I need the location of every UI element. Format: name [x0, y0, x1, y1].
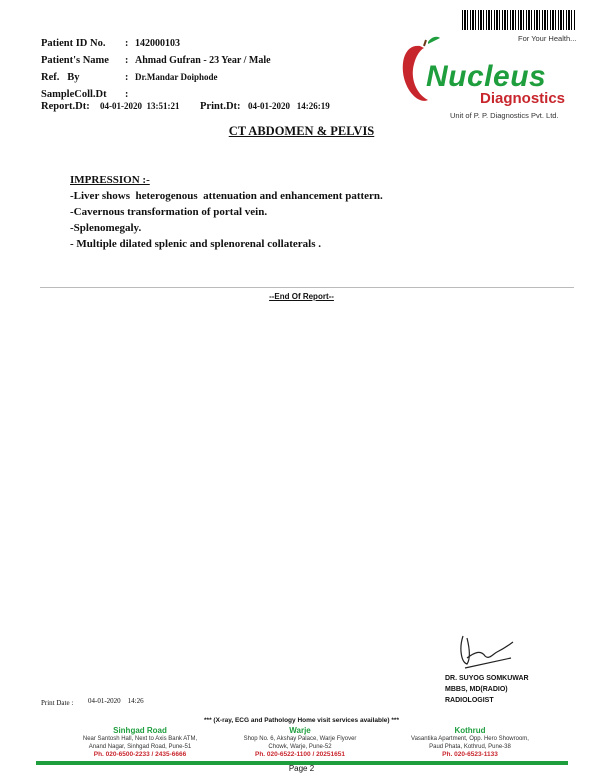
colon: : [125, 89, 129, 100]
logo-sub: Diagnostics [480, 90, 566, 107]
branch-address: Near Santosh Hall, Next to Axis Bank ATM, [82, 736, 198, 742]
doctor-role: RADIOLOGIST [445, 697, 494, 704]
branch-name: Sinhgad Road [113, 726, 167, 735]
barcode [462, 10, 576, 30]
branch-address: Anand Nagar, Sinhgad Road, Pune-51 [88, 744, 192, 750]
print-date-label: Print Date : [41, 699, 74, 707]
branch-phone: Ph. 020-6523-1133 [442, 751, 498, 758]
branch-address: Vasantika Apartment, Opp. Hero Showroom, [411, 736, 529, 742]
colon: : [125, 72, 129, 83]
branch-phone: Ph. 020-6500-2233 / 2435-6666 [93, 751, 187, 758]
print-dt-label: Print.Dt: [200, 101, 241, 112]
ref-by-value: Dr.Mandar Doiphode [135, 72, 218, 82]
doctor-degree: MBBS, MD(RADIO) [445, 686, 508, 693]
patient-id-label: Patient ID No. [41, 38, 106, 49]
colon: : [125, 38, 129, 49]
patient-id-value: 142000103 [135, 38, 180, 49]
logo-brand: Nucleus [426, 60, 547, 93]
impression-line: - Multiple dilated splenic and splenorenal collaterals . [70, 238, 321, 250]
impression-line: -Splenomegaly. [70, 222, 142, 234]
colon: : [125, 55, 129, 66]
branch-phone: Ph. 020-6522-1100 / 20251651 [255, 751, 345, 758]
impression-heading: IMPRESSION :- [70, 174, 150, 186]
samplecoll-label: SampleColl.Dt [41, 89, 107, 100]
divider [40, 287, 574, 288]
impression-block [70, 172, 383, 252]
end-of-report: --End Of Report-- [269, 292, 334, 301]
print-date-value: 04-01-2020 14:26 [88, 697, 144, 705]
patient-name-label: Patient's Name [41, 55, 109, 66]
patient-name-value: Ahmad Gufran - 23 Year / Male [135, 55, 271, 66]
branch-address: Chowk, Warje, Pune-52 [268, 744, 332, 750]
doctor-name: DR. SUYOG SOMKUWAR [445, 675, 529, 682]
branch-address: Paud Phata, Kothrud, Pune-38 [429, 744, 511, 750]
ref-by-label: Ref. By [41, 72, 80, 83]
signature-image [455, 628, 517, 672]
branch-name: Kothrud [454, 726, 486, 735]
report-title: CT ABDOMEN & PELVIS [228, 124, 375, 138]
page-number: Page 2 [288, 764, 315, 773]
logo-unit: Unit of P. P. Diagnostics Pvt. Ltd. [450, 111, 559, 120]
branch-address: Shop No. 6, Akshay Palace, Warje Flyover [243, 736, 357, 742]
report-dt-label: Report.Dt: [41, 101, 90, 112]
footer-note: *** (X-ray, ECG and Pathology Home visit services available) *** [204, 717, 399, 724]
print-dt-value: 04-01-2020 14:26:19 [248, 101, 330, 111]
impression-line: -Cavernous transformation of portal vein. [70, 206, 268, 218]
report-dt-value: 04-01-2020 13:51:21 [100, 101, 180, 111]
logo-tagline: For Your Health... [518, 34, 577, 43]
branch-kothrud [370, 726, 570, 758]
branch-name: Warje [289, 726, 311, 735]
impression-line: -Liver shows heterogenous attenuation and enhancement pattern. [70, 190, 383, 202]
